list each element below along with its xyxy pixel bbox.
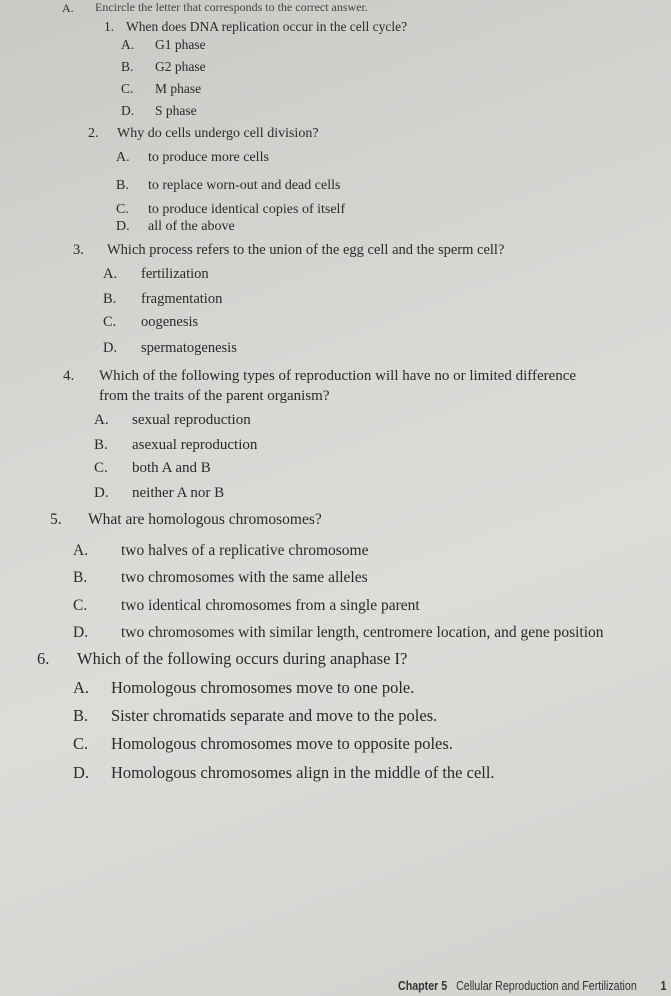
option-letter[interactable]: C. bbox=[73, 734, 89, 753]
option-letter[interactable]: A. bbox=[73, 678, 90, 697]
option-letter[interactable]: A. bbox=[116, 150, 130, 165]
option-text[interactable]: S phase bbox=[155, 103, 197, 118]
option-letter[interactable]: B. bbox=[73, 569, 88, 586]
footer-title: Cellular Reproduction and Fertilization bbox=[456, 978, 637, 993]
option-letter[interactable]: C. bbox=[73, 597, 88, 614]
option-letter[interactable]: A. bbox=[103, 266, 118, 282]
question-text: What are homologous chromosomes? bbox=[88, 511, 322, 528]
option-text[interactable]: two halves of a replicative chromosome bbox=[121, 542, 369, 559]
option-text[interactable]: Homologous chromosomes move to opposite poles. bbox=[111, 734, 453, 753]
option-letter[interactable]: B. bbox=[121, 59, 134, 74]
option-text[interactable]: two chromosomes with similar length, centromere location, and gene position bbox=[121, 624, 604, 641]
option-text[interactable]: G1 phase bbox=[155, 37, 206, 52]
option-letter[interactable]: A. bbox=[121, 37, 135, 52]
option-letter[interactable]: C. bbox=[103, 314, 117, 330]
option-text[interactable]: asexual reproduction bbox=[132, 437, 258, 453]
option-letter[interactable]: A. bbox=[73, 542, 89, 559]
option-text[interactable]: to produce more cells bbox=[148, 150, 269, 165]
option-text[interactable]: neither A nor B bbox=[132, 485, 225, 501]
option-text[interactable]: sexual reproduction bbox=[132, 412, 251, 428]
question-text: Which of the following occurs during anaphase I? bbox=[77, 649, 408, 668]
option-letter[interactable]: D. bbox=[103, 340, 118, 356]
option-letter[interactable]: D. bbox=[116, 219, 130, 234]
option-letter[interactable]: D. bbox=[94, 485, 109, 501]
question-text: Why do cells undergo cell division? bbox=[117, 126, 319, 141]
question-text: Which process refers to the union of the egg cell and the sperm cell? bbox=[107, 242, 505, 258]
question-text: Which of the following types of reproduction will have no or limited difference bbox=[99, 368, 577, 384]
question-number: 2. bbox=[88, 126, 99, 141]
option-letter[interactable]: D. bbox=[73, 763, 90, 782]
question-number: 6. bbox=[37, 649, 50, 668]
question-number: 1. bbox=[104, 19, 115, 34]
option-text[interactable]: fragmentation bbox=[141, 291, 223, 307]
option-text[interactable]: fertilization bbox=[141, 266, 209, 282]
option-text[interactable]: Sister chromatids separate and move to the poles. bbox=[111, 706, 438, 725]
option-text[interactable]: oogenesis bbox=[141, 314, 199, 330]
question-text-continued: from the traits of the parent organism? bbox=[99, 388, 330, 404]
option-letter[interactable]: C. bbox=[121, 81, 134, 96]
option-text[interactable]: spermatogenesis bbox=[141, 340, 237, 356]
option-text[interactable]: M phase bbox=[155, 81, 202, 96]
footer-page-number: 1 bbox=[660, 978, 667, 993]
option-text[interactable]: to replace worn-out and dead cells bbox=[148, 178, 341, 193]
question-number: 3. bbox=[73, 242, 84, 258]
question-number: 5. bbox=[50, 511, 62, 528]
section-instruction: Encircle the letter that corresponds to the correct answer. bbox=[95, 0, 368, 14]
page-footer bbox=[398, 978, 666, 993]
option-text[interactable]: to produce identical copies of itself bbox=[148, 202, 346, 217]
option-letter[interactable]: B. bbox=[116, 178, 129, 193]
section-letter: A. bbox=[62, 1, 74, 15]
option-letter[interactable]: B. bbox=[73, 706, 89, 725]
option-text[interactable]: Homologous chromosomes align in the middle of the cell. bbox=[111, 763, 495, 782]
option-text[interactable]: all of the above bbox=[148, 219, 235, 234]
option-letter[interactable]: A. bbox=[94, 412, 109, 428]
option-text[interactable]: two chromosomes with the same alleles bbox=[121, 569, 368, 586]
option-letter[interactable]: C. bbox=[94, 460, 108, 476]
question-number: 4. bbox=[63, 368, 75, 384]
question-text: When does DNA replication occur in the cell cycle? bbox=[126, 19, 408, 34]
option-letter[interactable]: D. bbox=[73, 624, 89, 641]
option-letter[interactable]: C. bbox=[116, 202, 129, 217]
footer-chapter: Chapter 5 bbox=[398, 978, 448, 993]
option-text[interactable]: G2 phase bbox=[155, 59, 206, 74]
option-text[interactable]: Homologous chromosomes move to one pole. bbox=[111, 678, 415, 697]
option-letter[interactable]: B. bbox=[94, 437, 108, 453]
option-text[interactable]: two identical chromosomes from a single parent bbox=[121, 597, 420, 614]
option-text[interactable]: both A and B bbox=[132, 460, 211, 476]
option-letter[interactable]: D. bbox=[121, 103, 135, 118]
option-letter[interactable]: B. bbox=[103, 291, 117, 307]
